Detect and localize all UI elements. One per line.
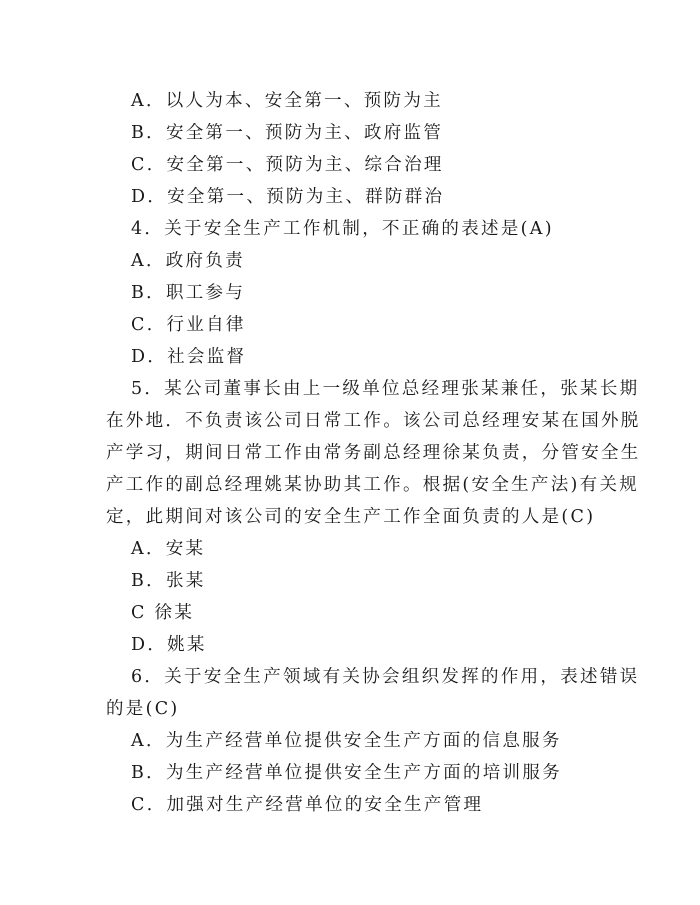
- q4-option-c: C．行业自律: [131, 315, 246, 335]
- q3-option-a: A．以人为本、安全第一、预防为主: [131, 91, 443, 111]
- q6-stem-line-1: 6．关于安全生产领域有关协会组织发挥的作用，表述错误: [131, 667, 640, 687]
- q4-stem: 4．关于安全生产工作机制，不正确的表述是(A): [131, 219, 554, 239]
- q5-option-a: A．安某: [131, 539, 206, 559]
- q3-option-c: C．安全第一、预防为主、综合治理: [131, 155, 444, 175]
- q4-option-b: B．职工参与: [131, 283, 246, 303]
- q6-option-a: A．为生产经营单位提供安全生产方面的信息服务: [131, 731, 562, 751]
- q5-option-c: C 徐某: [131, 603, 195, 623]
- q5-stem-line-3: 产学习，期间日常工作由常务副总经理徐某负责，分管安全生: [106, 443, 641, 463]
- q3-option-d: D．安全第一、预防为主、群防群治: [131, 187, 445, 207]
- q5-option-b: B．张某: [131, 571, 206, 591]
- q4-option-a: A．政府负责: [131, 251, 245, 271]
- q4-option-d: D．社会监督: [131, 347, 247, 367]
- q5-stem-line-2: 在外地．不负责该公司日常工作。该公司总经理安某在国外脱: [106, 411, 641, 431]
- q5-stem-line-5: 定，此期间对该公司的安全生产工作全面负责的人是(C): [106, 507, 596, 527]
- q6-option-c: C．加强对生产经营单位的安全生产管理: [131, 795, 484, 815]
- q5-stem-line-1: 5．某公司董事长由上一级单位总经理张某兼任，张某长期: [131, 379, 640, 399]
- q6-stem-line-2: 的是(C): [106, 699, 180, 719]
- q5-stem-line-4: 产工作的副总经理姚某协助其工作。根据(安全生产法)有关规: [106, 475, 640, 495]
- q5-option-d: D．姚某: [131, 635, 207, 655]
- q3-option-b: B．安全第一、预防为主、政府监管: [131, 123, 444, 143]
- q6-option-b: B．为生产经营单位提供安全生产方面的培训服务: [131, 763, 562, 783]
